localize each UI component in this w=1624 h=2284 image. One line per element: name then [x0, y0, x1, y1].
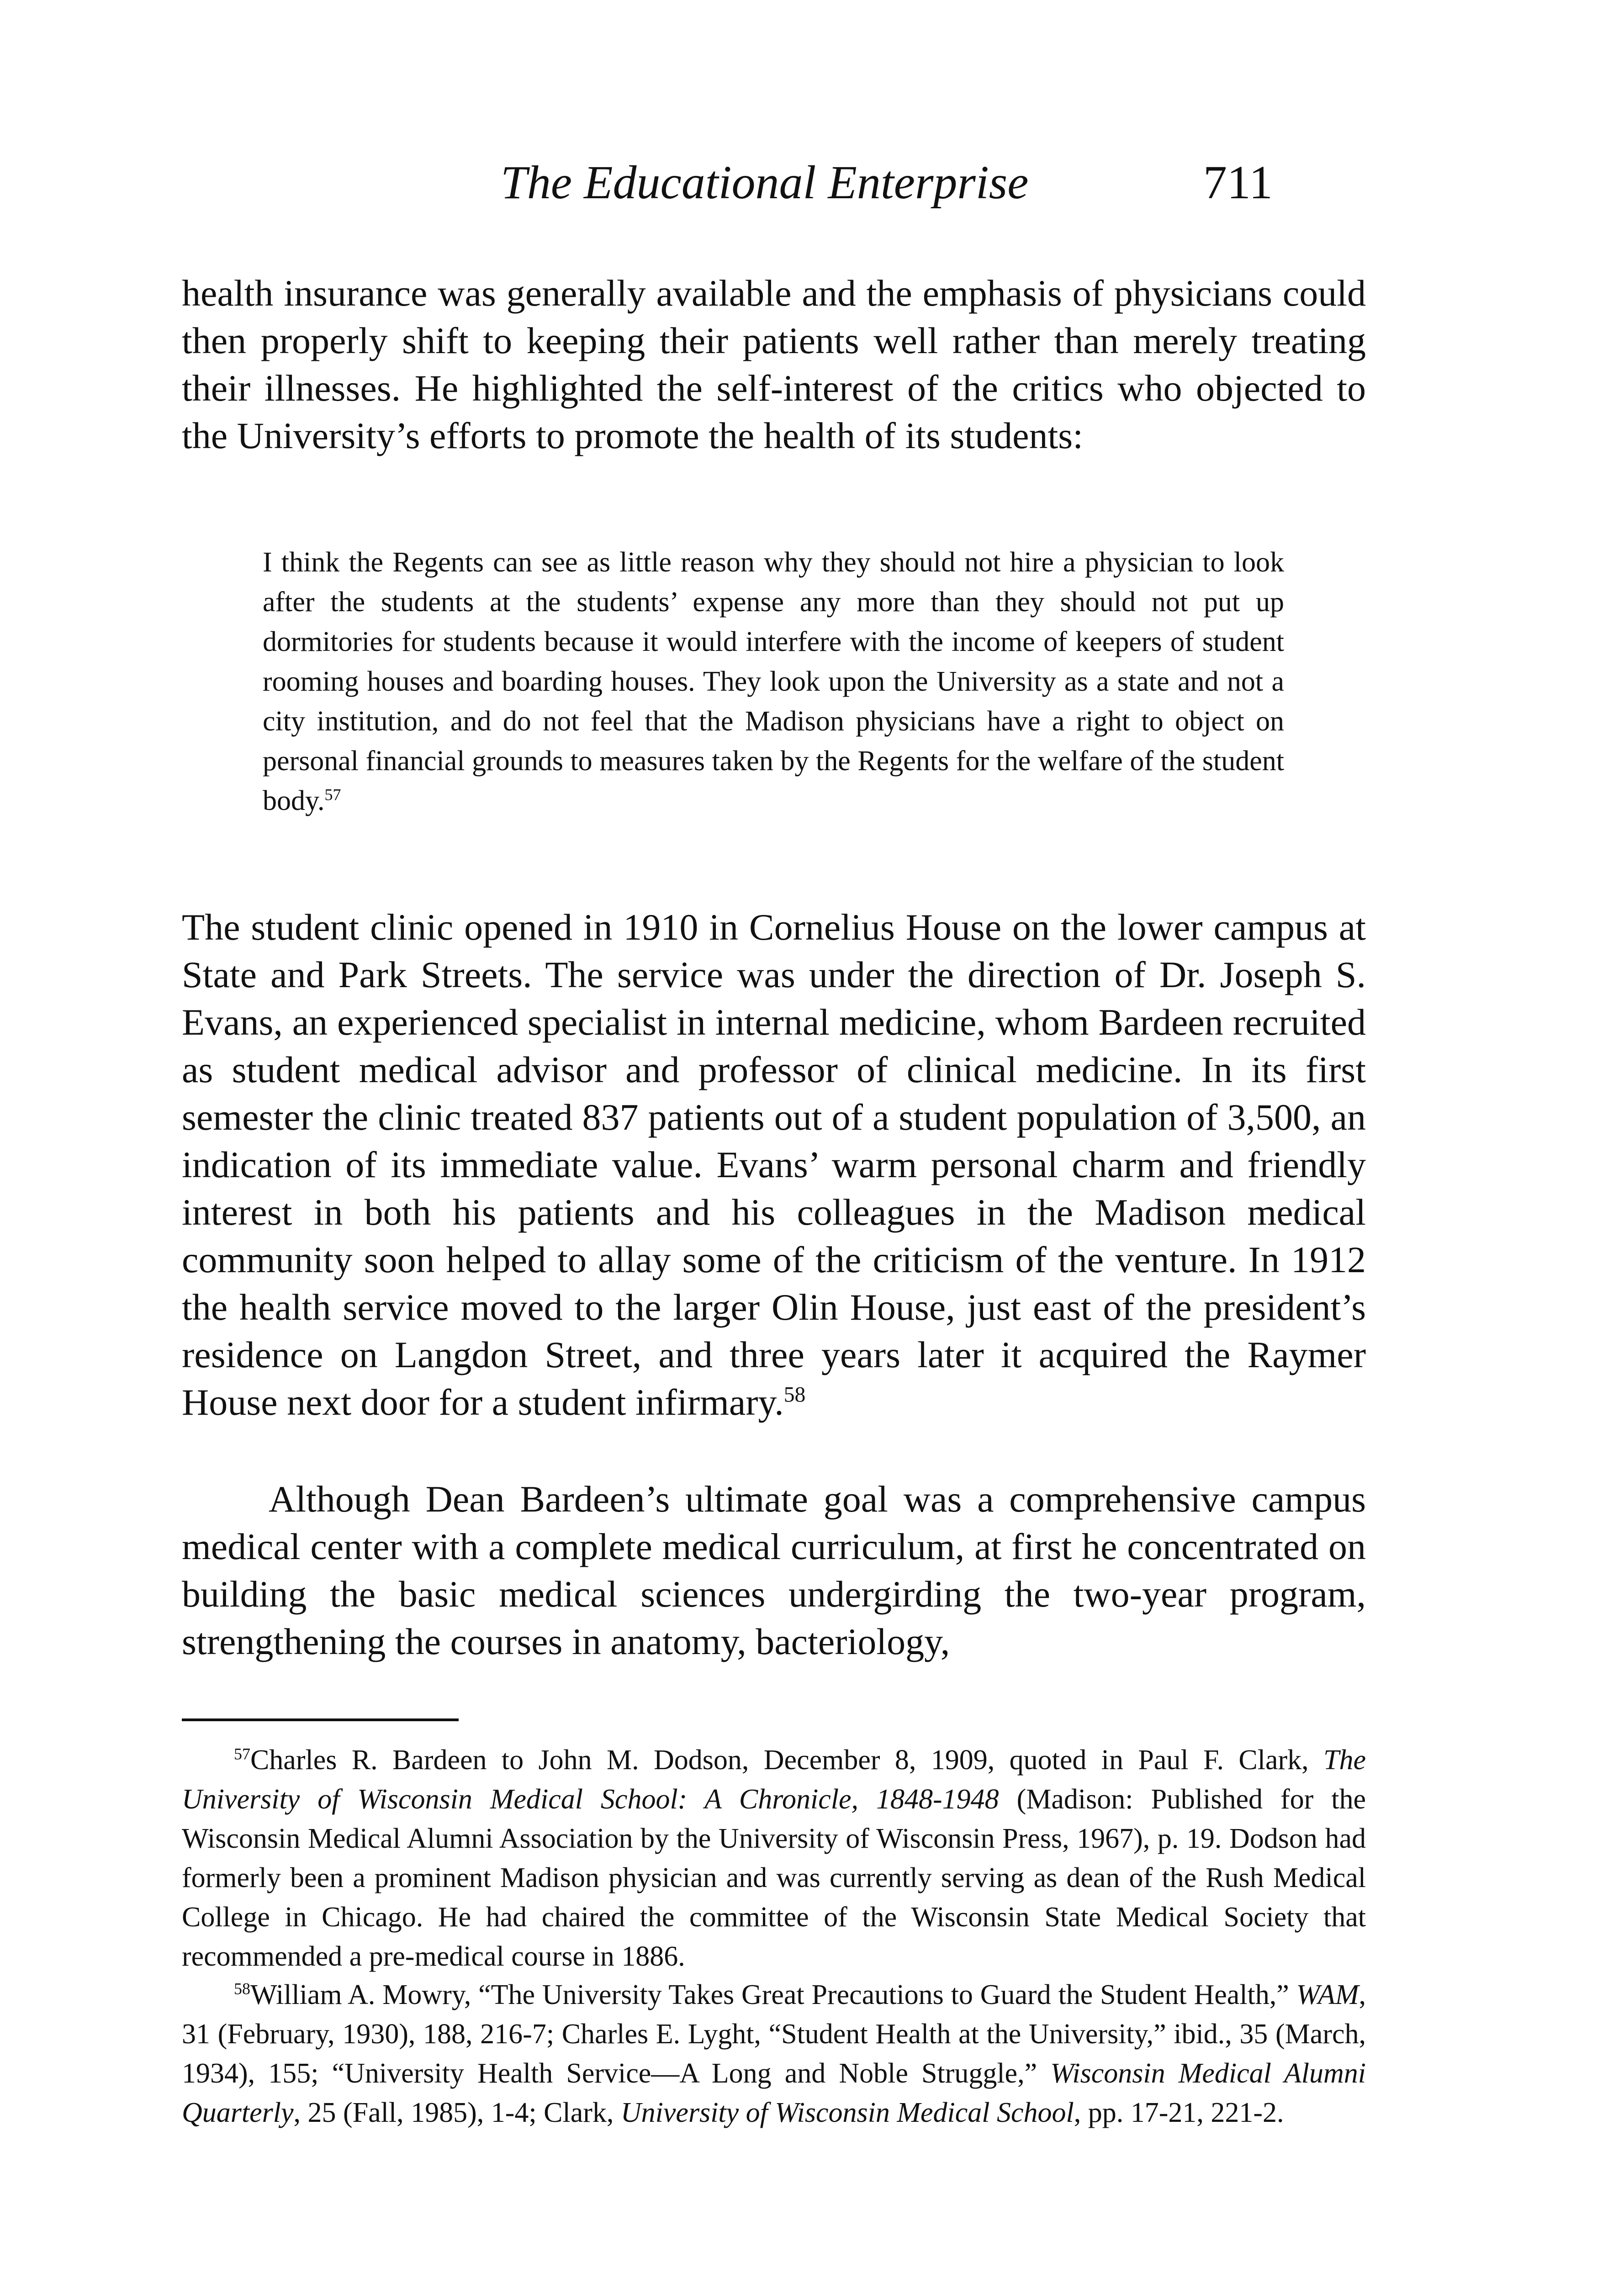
page-number: 711 — [1203, 156, 1273, 209]
body-paragraph-3: Although Dean Bardeen’s ultimate goal was a comprehensive campus medical center with a complete medical curriculum, at first he concentrated on building the basic medical sciences undergirding the two-year program, strengthening the courses in anatomy, bacteriology, — [182, 1478, 1366, 1662]
footnote-57-marker: 57 — [234, 1745, 250, 1763]
footnote-58-part-4: , pp. 17-21, 221-2. — [1074, 2097, 1284, 2128]
block-quote — [263, 543, 1284, 821]
footnote-58-part-3: , 25 (Fall, 1985), 1-4; Clark, — [293, 2097, 621, 2128]
footnote-57 — [182, 1740, 1366, 1976]
footnote-58-marker: 58 — [234, 1979, 250, 1998]
footnote-58-journal-2: Wisconsin Medical Alumni Quarterly — [182, 2058, 1366, 2128]
block-quote-text: I think the Regents can see as little reason why they should not hire a physician to look after the students at the students’ expense any more than they should not put up dormitories for students because it would interfere with the income of keepers of student rooming houses and boarding houses. They look upon the University as a state and not a city institution, and do not feel that the Madison physicians have a right to object on personal financial grounds to measures taken by the Regents for the welfare of the student body. — [263, 547, 1284, 816]
footnote-58-part-2: , 31 (February, 1930), 188, 216-7; Charles E. Lyght, “Student Health at the University,” ibid., 35 (March, 1934), 155; “University Health Service—A Long and Noble Struggle,” — [182, 1979, 1366, 2089]
footnote-58-journal-1: WAM — [1296, 1979, 1359, 2010]
body-paragraph-2-text: The student clinic opened in 1910 in Cornelius House on the lower campus at State and Park Streets. The service was under the direction of Dr. Joseph S. Evans, an experienced specialist in internal medicine, whom Bardeen recruited as student medical advisor and professor of clinical medicine. In its first semester the clinic treated 837 patients out of a student population of 3,500, an indication of its immediate value. Evans’ warm personal charm and friendly interest in both his patients and his colleagues in the Madison medical community soon helped to allay some of the criticism of the venture. In 1912 the health service moved to the larger Olin House, just east of the president’s residence on Langdon Street, and three years later it acquired the Raymer House next door for a student infirmary. — [182, 906, 1366, 1423]
footnote-reference-57[interactable]: 57 — [324, 785, 341, 804]
footnote-divider — [182, 1718, 459, 1721]
footnote-reference-58[interactable]: 58 — [783, 1383, 806, 1407]
running-header — [501, 156, 1273, 209]
footnote-58-part-1: William A. Mowry, “The University Takes Great Precautions to Guard the Student Health,” — [250, 1979, 1296, 2010]
footnote-58 — [182, 1975, 1366, 2132]
footnote-57-lead: Charles R. Bardeen to John M. Dodson, December 8, 1909, quoted in Paul F. Clark, — [250, 1745, 1323, 1776]
footnote-57-rest: (Madison: Published for the Wisconsin Medical Alumni Association by the University of Wisconsin Press, 1967), p. 19. Dodson had formerly been a prominent Madison physician and was currently serving as dean of the Rush Medical College in Chicago. He had chaired the committee of the Wisconsin State Medical Society that recommended a pre-medical course in 1886. — [182, 1784, 1366, 1972]
running-title: The Educational Enterprise — [501, 156, 1029, 209]
footnote-58-book: University of Wisconsin Medical School — [620, 2097, 1074, 2128]
body-paragraph-1: health insurance was generally available and the emphasis of physicians could then properly shift to keeping their patients well rather than merely treating their illnesses. He highlighted the self-interest of the critics who objected to the University’s efforts to promote the health of its students: — [182, 272, 1366, 456]
footnote-57-title: The University of Wisconsin Medical School: A Chronicle, 1848-1948 — [182, 1745, 1366, 1815]
body-paragraph-2 — [182, 904, 1366, 1426]
